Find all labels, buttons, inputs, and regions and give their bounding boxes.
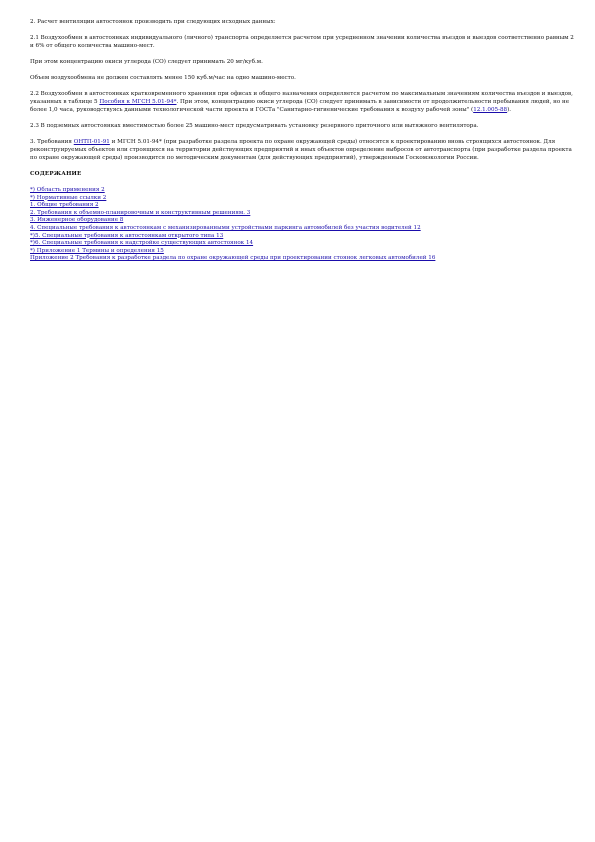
- toc-link-mechanized-parking[interactable]: 4. Специальные требования к автостоянкам с механизированными устройствами паркинга автомобилей без участия водителей 12: [30, 224, 421, 231]
- toc-link-superstructure[interactable]: *)6. Специальные требования к надстройке существующих автостоянок 14: [30, 240, 254, 247]
- paragraph-co-concentration: При этом концентрацию окиси углерода (СО) следует принимать 20 мг/куб.м.: [30, 59, 263, 65]
- paragraph-3-text-1: 3. Требования: [30, 139, 74, 145]
- table-of-contents: [30, 187, 490, 263]
- toc-link-scope[interactable]: *) Область применения 2: [30, 187, 105, 193]
- paragraph-2-2-text-1: 2.2 Воздухообмен в автостоянках кратковременного хранения при офисах и общего назначения определяется расчетом по максимальным значениям количества въездов и выездов, указанных в таблице 5: [30, 91, 573, 105]
- toc-link-planning-requirements[interactable]: 2. Требования к объемно-планировочным и конструктивным решениям. 3: [30, 209, 251, 216]
- paragraph-air-volume: Объем воздухообмена не должен составлять менее 150 куб.м/час на одно машино-место.: [30, 75, 296, 81]
- paragraph-2-2-text-2: . При этом, концентрацию окиси углерода (СО) следует принимать в зависимости от продолжительности пребывания людей, но не более 1,0 часа, руководствуясь данными технологической части проекта и ГОСТа "Санитарно-гигиенические требования к воздуху рабочей зоны" (: [30, 99, 570, 113]
- document-page: [30, 18, 578, 263]
- paragraph-2-2-text-3: ).: [507, 107, 512, 113]
- toc-link-open-parking[interactable]: *)5. Специальные требования к автостоянкам открытого типа 13: [30, 232, 224, 239]
- paragraph-ventilation-intro: 2. Расчет вентиляции автостоянок производить при следующих исходных данных:: [30, 19, 276, 25]
- mgsn-manual-link[interactable]: Пособия к МГСН 5.01-94*: [99, 99, 177, 105]
- toc-heading: СОДЕРЖАНИЕ: [30, 171, 82, 177]
- paragraph-3-text-2: и МГСН 5.01-94* (при разработке раздела проекта по охране окружающей среды) относятся к проектированию вновь строящихся автостоянок. Для реконструируемых объектов или строящихся на территории действующих предприятий и иных объектов определение выбросов от автотранспорта (при разработке раздела проекта по охране окружающей среды) производится по методическим документам (для действующих предприятий), утвержденным Госкомэкологии России.: [30, 139, 572, 161]
- paragraph-3: [30, 138, 578, 162]
- gost-12-1-005-88-link[interactable]: 12.1.005-88: [473, 107, 508, 113]
- paragraph-2-3: 2.3 В подземных автостоянках вместимостью более 25 машино-мест предусматривать установку резервного приточного или вытяжного вентилятора.: [30, 123, 479, 129]
- paragraph-2-1: 2.1 Воздухообмен в автостоянках индивидуального (личного) транспорта определяется расчетом при усредненном значении количества въездов и выездов соответственно равным 2 и 6% от общего количества машино-мест.: [30, 35, 574, 49]
- toc-link-appendix-1[interactable]: *) Приложение 1 Термины и определения 15: [30, 247, 164, 254]
- toc-link-normative-references[interactable]: *) Нормативные ссылки 2: [30, 194, 107, 201]
- ontp-01-91-link[interactable]: ОНТП-01-91: [73, 139, 110, 145]
- toc-link-engineering-equipment[interactable]: 3. Инженерное оборудование 8: [30, 217, 124, 224]
- paragraph-2-2: [30, 90, 578, 114]
- toc-link-appendix-2[interactable]: Приложение 2 Требования к разработке раздела по охране окружающей среды при проектировании стоянок легковых автомобилей 16: [30, 255, 436, 262]
- toc-link-general-requirements[interactable]: 1. Общие требования 2: [30, 202, 99, 209]
